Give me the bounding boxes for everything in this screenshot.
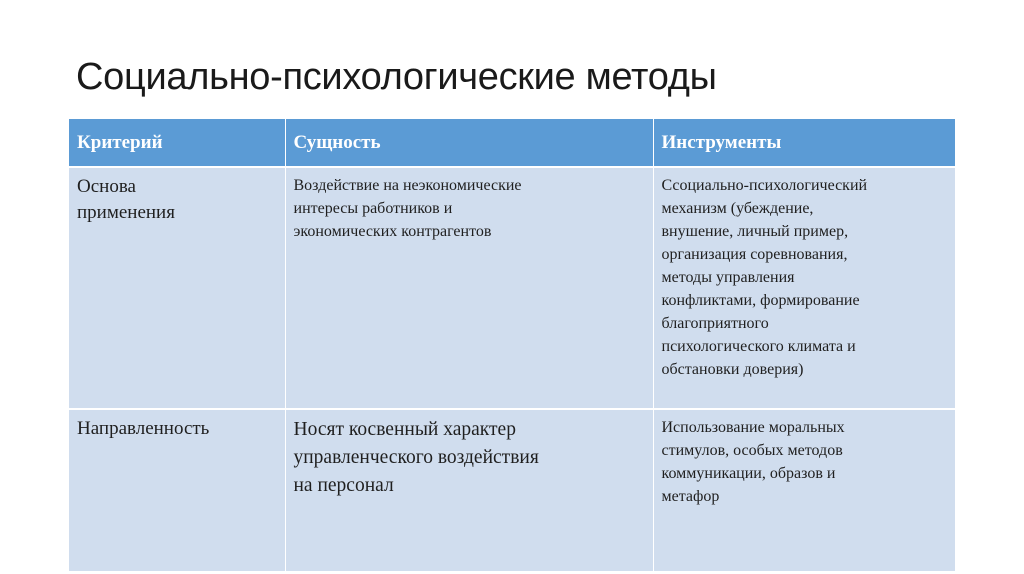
cell-tools: Ссоциально-психологический механизм (убеждение, внушение, личный пример, организация соревнования, методы управления конфликтами, формирование благоприятного психологического климата и обстановки доверия)	[653, 167, 955, 409]
column-header-tools: Инструменты	[653, 119, 955, 167]
page-title: Социально-психологические методы	[76, 56, 717, 98]
table-header-row	[69, 119, 955, 167]
table-row	[69, 409, 955, 571]
column-header-criterion: Критерий	[69, 119, 285, 167]
methods-table	[69, 119, 955, 571]
column-header-essence: Сущность	[285, 119, 653, 167]
cell-tools: Использование моральных стимулов, особых методов коммуникации, образов и метафор	[653, 409, 955, 571]
table-row	[69, 167, 955, 409]
cell-essence: Воздействие на неэкономические интересы работников и экономических контрагентов	[285, 167, 653, 409]
cell-criterion: Направленность	[69, 409, 285, 571]
cell-criterion: Основа применения	[69, 167, 285, 409]
cell-essence: Носят косвенный характер управленческого воздействия на персонал	[285, 409, 653, 571]
